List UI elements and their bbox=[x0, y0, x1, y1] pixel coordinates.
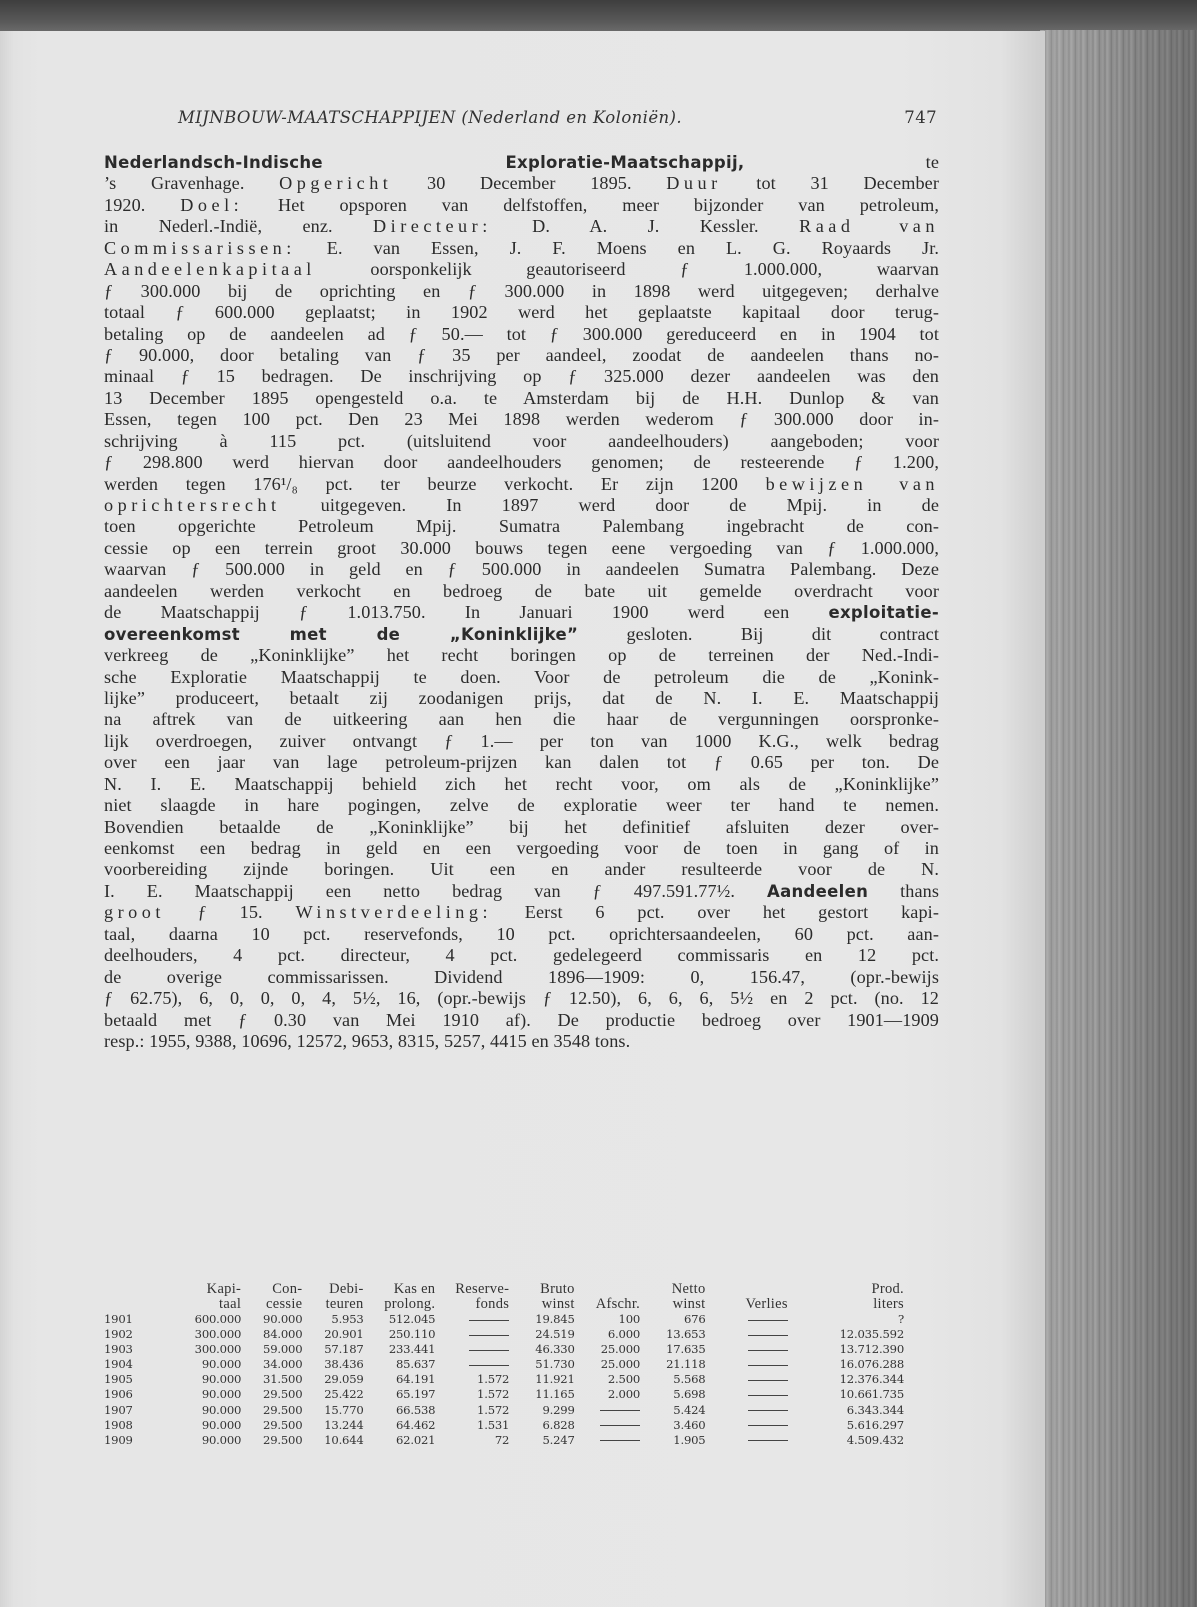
table-cell: 24.519 bbox=[535, 1327, 575, 1342]
spaced-keyword: Directeur: bbox=[373, 216, 492, 237]
spaced-keyword: groot bbox=[104, 902, 165, 923]
row-year: 1906 bbox=[104, 1387, 133, 1402]
text-line bbox=[104, 302, 939, 323]
table-row bbox=[104, 1372, 904, 1387]
dash-rule bbox=[748, 1335, 788, 1336]
column-header: Verlies bbox=[745, 1296, 788, 1312]
text-run: Essen, tegen 100 pct. Den 23 Mei 1898 werden wederom ƒ 300.000 door in- bbox=[104, 409, 939, 430]
table-cell: 5.424 bbox=[673, 1402, 706, 1417]
table-cell: 600.000 bbox=[194, 1312, 242, 1326]
dash-rule bbox=[748, 1320, 788, 1321]
spaced-keyword: Doel: bbox=[180, 194, 244, 215]
table-cell: 12.376.344 bbox=[839, 1372, 904, 1387]
text-run: taal, daarna 10 pct. reservefonds, 10 pct. oprichtersaandeelen, 60 pct. aan- bbox=[104, 923, 939, 944]
spaced-keyword: Opgericht bbox=[279, 173, 393, 194]
text-line bbox=[104, 924, 939, 945]
table-cell bbox=[575, 1433, 640, 1448]
text-run: te bbox=[744, 152, 939, 172]
text-run: tot 31 December bbox=[721, 173, 939, 194]
column-header bbox=[104, 1282, 165, 1312]
text-line bbox=[104, 688, 939, 709]
table-cell: 72 bbox=[494, 1432, 510, 1447]
table-cell: 90.000 bbox=[201, 1357, 242, 1372]
table-row bbox=[104, 1312, 904, 1327]
text-run: uitgegeven. In 1897 werd door de Mpij. in de bbox=[280, 495, 939, 515]
row-year: 1902 bbox=[104, 1327, 133, 1342]
table-cell: 25.422 bbox=[324, 1387, 364, 1402]
column-header: Afschr. bbox=[595, 1296, 641, 1312]
text-run: ƒ 298.800 werd hiervan door aandeelhouders genomen; de resteerende ƒ 1.200, bbox=[104, 452, 939, 473]
text-run: ƒ 15. bbox=[164, 902, 296, 923]
text-run: thans bbox=[868, 880, 939, 901]
table-cell: 21.118 bbox=[666, 1357, 706, 1372]
text-line bbox=[104, 795, 939, 816]
column-header: Bruto winst bbox=[540, 1281, 575, 1312]
table-cell: 90.000 bbox=[201, 1372, 242, 1387]
table-cell: 6.000 bbox=[607, 1327, 641, 1342]
row-year: 1909 bbox=[104, 1432, 133, 1447]
table-cell: 13.653 bbox=[666, 1327, 706, 1342]
text-line bbox=[104, 817, 939, 838]
table-row bbox=[104, 1327, 904, 1342]
dash-rule bbox=[748, 1425, 788, 1426]
table-cell: 2.000 bbox=[607, 1387, 641, 1402]
table-cell: 13.244 bbox=[324, 1417, 364, 1432]
text-line bbox=[104, 1010, 939, 1031]
text-run: betaling op de aandeelen ad ƒ 50.— tot ƒ 300.000 gereduceerd en in 1904 tot bbox=[104, 323, 939, 344]
table-cell: 59.000 bbox=[263, 1342, 303, 1357]
table-cell: 10.661.735 bbox=[839, 1387, 904, 1402]
spaced-keyword: Commissarissen: bbox=[104, 237, 296, 258]
table-cell bbox=[706, 1357, 788, 1372]
table-cell bbox=[706, 1418, 788, 1433]
text-line bbox=[104, 216, 939, 237]
table-row bbox=[104, 1403, 904, 1418]
spaced-keyword: bewijzen van bbox=[765, 473, 940, 494]
table-cell: 10.644 bbox=[324, 1432, 364, 1447]
text-run: sche Exploratie Maatschappij te doen. Voor de petroleum die de „Konink- bbox=[104, 666, 939, 687]
table-cell: 17.635 bbox=[666, 1342, 706, 1357]
table-header-row bbox=[104, 1282, 904, 1312]
text-line bbox=[104, 559, 939, 580]
table-cell: 5.568 bbox=[673, 1372, 706, 1387]
row-year: 1908 bbox=[104, 1417, 133, 1432]
column-header: Reserve- fonds bbox=[455, 1281, 510, 1312]
dash-rule bbox=[469, 1350, 509, 1351]
bold-keyword: Aandeelen bbox=[767, 881, 869, 901]
text-line bbox=[104, 195, 939, 216]
table-row bbox=[104, 1342, 904, 1357]
table-cell bbox=[706, 1342, 788, 1357]
table-cell: 25.000 bbox=[600, 1357, 641, 1372]
table-cell: 4.509.432 bbox=[846, 1432, 904, 1447]
table-cell bbox=[706, 1433, 788, 1448]
table-cell: 85.637 bbox=[395, 1357, 436, 1372]
dash-rule bbox=[748, 1380, 788, 1381]
table-cell: 676 bbox=[683, 1312, 706, 1326]
column-header: Kapi- taal bbox=[206, 1281, 242, 1312]
table-cell: 29.500 bbox=[263, 1417, 303, 1432]
table-cell: 65.197 bbox=[395, 1387, 436, 1402]
table-cell: 90.000 bbox=[201, 1417, 242, 1432]
text-line bbox=[104, 345, 939, 366]
table-cell: 1.531 bbox=[477, 1417, 510, 1432]
table-cell: 57.187 bbox=[324, 1342, 364, 1357]
dash-rule bbox=[600, 1410, 640, 1411]
table-cell: 13.712.390 bbox=[839, 1342, 904, 1357]
table-cell: 11.921 bbox=[535, 1372, 575, 1387]
text-line bbox=[104, 859, 939, 880]
text-run: toen opgerichte Petroleum Mpij. Sumatra Palembang ingebracht de con- bbox=[104, 516, 939, 537]
table-cell: 20.901 bbox=[324, 1327, 364, 1342]
text-run: 13 December 1895 opengesteld o.a. te Amsterdam bij de H.H. Dunlop & van bbox=[104, 387, 939, 408]
table-cell: 1.572 bbox=[477, 1372, 510, 1387]
text-run: ƒ 90.000, door betaling van ƒ 35 per aandeel, zoodat de aandeelen thans no- bbox=[104, 344, 939, 365]
text-line bbox=[104, 173, 939, 194]
text-line bbox=[104, 731, 939, 752]
text-line bbox=[104, 581, 939, 602]
table-cell: 3.460 bbox=[673, 1417, 706, 1432]
table-cell: 6.828 bbox=[542, 1417, 575, 1432]
table-cell: ? bbox=[897, 1312, 904, 1326]
table-cell bbox=[435, 1357, 509, 1372]
text-run: de overige commissarissen. Dividend 1896—1909: 0, 156.47, (opr.-bewijs bbox=[104, 966, 939, 987]
table-cell: 64.191 bbox=[395, 1372, 436, 1387]
table-body bbox=[104, 1312, 904, 1448]
text-run: ƒ 300.000 bij de oprichting en ƒ 300.000 in 1898 werd uitgegeven; derhalve bbox=[104, 280, 939, 301]
table-cell: 11.165 bbox=[535, 1387, 575, 1402]
table-cell: 233.441 bbox=[388, 1342, 436, 1357]
text-run: lijk overdroegen, zuiver ontvangt ƒ 1.— per ton van 1000 K.G., welk bedrag bbox=[104, 730, 939, 751]
page-number: 747 bbox=[904, 108, 937, 127]
text-run: cessie op een terrein groot 30.000 bouws tegen eene vergoeding van ƒ 1.000.000, bbox=[104, 537, 939, 558]
text-run: E. van Essen, J. F. Moens en L. G. Royaards Jr. bbox=[295, 237, 939, 258]
spaced-keyword: Raad van bbox=[799, 216, 939, 237]
table-cell: 66.538 bbox=[395, 1402, 436, 1417]
text-line bbox=[104, 838, 939, 859]
table-row bbox=[104, 1418, 904, 1433]
dash-rule bbox=[600, 1425, 640, 1426]
bold-keyword: Nederlandsch-Indische Exploratie-Maatschappij, bbox=[104, 153, 745, 172]
text-line bbox=[104, 366, 939, 387]
text-line bbox=[104, 431, 939, 452]
row-year: 1907 bbox=[104, 1402, 133, 1417]
table-cell: 90.000 bbox=[201, 1432, 242, 1447]
dash-rule bbox=[600, 1440, 640, 1441]
page-content bbox=[104, 100, 939, 1052]
table-cell: 38.436 bbox=[324, 1357, 364, 1372]
column-header: Con- cessie bbox=[265, 1281, 303, 1312]
table-cell: 300.000 bbox=[194, 1342, 242, 1357]
text-run: I. E. Maatschappij een netto bedrag van ƒ 497.591.77½. bbox=[104, 880, 767, 901]
text-line bbox=[104, 602, 939, 623]
table-cell: 90.000 bbox=[263, 1312, 303, 1326]
text-run: na aftrek van de uitkeering aan hen die haar de vergunningen oorspronke- bbox=[104, 709, 939, 730]
text-run: Het opsporen van delfstoffen, meer bijzonder van petroleum, bbox=[243, 194, 939, 215]
financial-table bbox=[104, 1282, 944, 1448]
table-cell: 512.045 bbox=[388, 1312, 436, 1326]
table-cell: 5.616.297 bbox=[846, 1417, 904, 1432]
row-year: 1905 bbox=[104, 1372, 133, 1387]
text-run: minaal ƒ 15 bedragen. De inschrijving op ƒ 325.000 dezer aandeelen was den bbox=[104, 366, 939, 387]
row-year: 1904 bbox=[104, 1357, 133, 1372]
text-run: totaal ƒ 600.000 geplaatst; in 1902 werd het geplaatste kapitaal door terug- bbox=[104, 302, 939, 323]
text-line bbox=[104, 667, 939, 688]
spaced-keyword: Aandeelenkapitaal bbox=[104, 259, 316, 280]
text-line bbox=[104, 388, 939, 409]
dash-rule bbox=[748, 1410, 788, 1411]
dash-rule bbox=[748, 1395, 788, 1396]
column-header: Netto winst bbox=[671, 1281, 706, 1312]
text-line bbox=[104, 259, 939, 280]
text-line bbox=[104, 238, 939, 259]
text-run: N. I. E. Maatschappij behield zich het recht voor, om als de „Koninklijke” bbox=[104, 773, 939, 794]
table-cell: 31.500 bbox=[263, 1372, 303, 1387]
text-line bbox=[104, 967, 939, 988]
table-cell bbox=[706, 1403, 788, 1418]
running-head-title: MIJNBOUW-MAATSCHAPPIJEN (Nederland en Koloniën). bbox=[178, 108, 683, 127]
table-cell: 29.500 bbox=[263, 1387, 303, 1402]
table-cell: 2.500 bbox=[607, 1372, 641, 1387]
table-cell bbox=[706, 1327, 788, 1342]
text-run: gesloten. Bij dit contract bbox=[578, 623, 939, 644]
table-row bbox=[104, 1433, 904, 1448]
text-line bbox=[104, 538, 939, 559]
table-cell bbox=[706, 1372, 788, 1387]
table-cell: 62.021 bbox=[395, 1432, 436, 1447]
spaced-keyword: Winstverdeeling: bbox=[295, 902, 492, 923]
text-line bbox=[104, 452, 939, 473]
table-cell: 250.110 bbox=[388, 1327, 436, 1342]
table-cell: 90.000 bbox=[201, 1387, 242, 1402]
table-cell: 1.572 bbox=[477, 1402, 510, 1417]
table-cell: 100 bbox=[618, 1312, 641, 1326]
table-cell: 12.035.592 bbox=[839, 1327, 904, 1342]
table-cell: 29.059 bbox=[324, 1372, 364, 1387]
text-line bbox=[104, 752, 939, 773]
table-row bbox=[104, 1387, 904, 1402]
text-line bbox=[104, 624, 939, 645]
text-run: 30 December 1895. bbox=[392, 173, 667, 194]
text-run: ƒ 62.75), 6, 0, 0, 0, 4, 5½, 16, (opr.-bewijs ƒ 12.50), 6, 6, 6, 5½ en 2 pct. (no. 12 bbox=[104, 988, 939, 1009]
table-cell: 6.343.344 bbox=[846, 1402, 904, 1417]
column-header: Kas en prolong. bbox=[384, 1281, 436, 1312]
table-cell: 51.730 bbox=[535, 1357, 575, 1372]
column-header: Prod. liters bbox=[871, 1281, 904, 1312]
dash-rule bbox=[469, 1365, 509, 1366]
table-cell: 9.299 bbox=[542, 1402, 575, 1417]
text-run: Eerst 6 pct. over het gestort kapi- bbox=[492, 902, 939, 923]
text-run: deelhouders, 4 pct. directeur, 4 pct. gedelegeerd commissaris en 12 pct. bbox=[104, 945, 939, 966]
table-cell: 34.000 bbox=[263, 1357, 303, 1372]
table-cell: 1.572 bbox=[477, 1387, 510, 1402]
text-run: niet slaagde in hare pogingen, zelve de exploratie weer ter hand te nemen. bbox=[104, 795, 939, 816]
table-cell: 5.698 bbox=[673, 1387, 706, 1402]
table-cell: 84.000 bbox=[263, 1327, 303, 1342]
text-line bbox=[104, 902, 939, 923]
row-year: 1901 bbox=[104, 1312, 133, 1326]
text-run: in Nederl.-Indië, enz. bbox=[104, 216, 374, 237]
text-run: D. A. J. Kessler. bbox=[491, 216, 800, 237]
table-cell: 5.953 bbox=[331, 1312, 364, 1326]
table-cell: 19.845 bbox=[535, 1312, 575, 1326]
running-head bbox=[104, 100, 939, 134]
table-cell bbox=[435, 1342, 509, 1357]
text-line bbox=[104, 645, 939, 666]
table-cell: 29.500 bbox=[263, 1402, 303, 1417]
column-header: Debi- teuren bbox=[325, 1281, 364, 1312]
text-run: verkreeg de „Koninklijke” het recht boringen op de terreinen der Ned.-Indi- bbox=[104, 645, 939, 666]
dash-rule bbox=[748, 1350, 788, 1351]
text-line bbox=[104, 281, 939, 302]
text-line bbox=[104, 709, 939, 730]
text-run: 1920. bbox=[104, 194, 181, 215]
text-line bbox=[104, 409, 939, 430]
table-row bbox=[104, 1357, 904, 1372]
table-cell bbox=[706, 1312, 788, 1327]
table-cell: 15.770 bbox=[324, 1402, 364, 1417]
table-cell: 5.247 bbox=[542, 1432, 575, 1447]
spaced-keyword: Duur bbox=[666, 173, 722, 194]
table-cell bbox=[575, 1418, 640, 1433]
dash-rule bbox=[748, 1365, 788, 1366]
book-page-edges-shade bbox=[1040, 30, 1197, 1607]
text-line bbox=[104, 152, 939, 173]
text-line bbox=[104, 324, 939, 345]
table-cell: 16.076.288 bbox=[839, 1357, 904, 1372]
table-cell: 90.000 bbox=[201, 1402, 242, 1417]
text-run: Bovendien betaalde de „Koninklijke” bij het definitief afsluiten dezer over- bbox=[104, 816, 939, 837]
dash-rule bbox=[469, 1320, 509, 1321]
text-run: over een jaar van lage petroleum-prijzen kan dalen tot ƒ 0.65 per ton. De bbox=[104, 752, 939, 773]
bold-keyword: exploitatie- bbox=[828, 603, 939, 623]
text-line bbox=[104, 988, 939, 1009]
text-run: de Maatschappij ƒ 1.013.750. In Januari 1900 werd een bbox=[104, 602, 829, 623]
text-line bbox=[104, 774, 939, 795]
table-cell bbox=[706, 1387, 788, 1402]
text-line bbox=[104, 945, 939, 966]
table-cell: 46.330 bbox=[535, 1342, 575, 1357]
bold-keyword: overeenkomst met de „Koninklijke” bbox=[104, 624, 579, 644]
text-line bbox=[104, 474, 939, 495]
spaced-keyword: oprichtersrecht bbox=[104, 495, 281, 515]
company-entry-text bbox=[104, 152, 939, 1052]
dash-rule bbox=[469, 1335, 509, 1336]
text-line bbox=[104, 1031, 939, 1052]
row-year: 1903 bbox=[104, 1342, 133, 1357]
table-cell: 300.000 bbox=[194, 1327, 242, 1342]
text-run: resp.: 1955, 9388, 10696, 12572, 9653, 8315, 5257, 4415 en 3548 tons. bbox=[104, 1030, 631, 1051]
text-run: ’s Gravenhage. bbox=[104, 173, 280, 194]
text-line bbox=[104, 516, 939, 537]
table-cell bbox=[435, 1327, 509, 1342]
text-run: werden tegen 176¹/₈ pct. ter beurze verkocht. Er zijn 1200 bbox=[104, 473, 766, 494]
text-run: voorbereiding zijnde boringen. Uit een en ander resulteerde voor de N. bbox=[104, 859, 939, 880]
text-run: lijke” produceert, betaalt zij zoodanigen prijs, dat de N. I. E. Maatschappij bbox=[104, 687, 939, 708]
table-cell: 1.905 bbox=[673, 1432, 706, 1447]
table-cell bbox=[575, 1403, 640, 1418]
table-cell bbox=[435, 1312, 509, 1327]
text-line bbox=[104, 495, 939, 516]
text-run: oorsponkelijk geautoriseerd ƒ 1.000.000, waarvan bbox=[315, 259, 939, 280]
table-cell: 25.000 bbox=[600, 1342, 641, 1357]
text-run: schrijving à 115 pct. (uitsluitend voor aandeelhouders) aangeboden; voor bbox=[104, 430, 939, 451]
table-cell: 64.462 bbox=[395, 1417, 436, 1432]
text-line bbox=[104, 881, 939, 902]
dash-rule bbox=[748, 1440, 788, 1441]
text-run: waarvan ƒ 500.000 in geld en ƒ 500.000 in aandeelen Sumatra Palembang. Deze bbox=[104, 559, 939, 580]
table-cell: 29.500 bbox=[263, 1432, 303, 1447]
scan-top-shadow bbox=[0, 0, 1197, 32]
text-run: aandeelen werden verkocht en bedroeg de bate uit gemelde overdracht voor bbox=[104, 580, 939, 601]
text-run: eenkomst een bedrag in geld en een vergoeding voor de toen in gang of in bbox=[104, 838, 939, 858]
text-run: betaald met ƒ 0.30 van Mei 1910 af). De productie bedroeg over 1901—1909 bbox=[104, 1009, 939, 1030]
